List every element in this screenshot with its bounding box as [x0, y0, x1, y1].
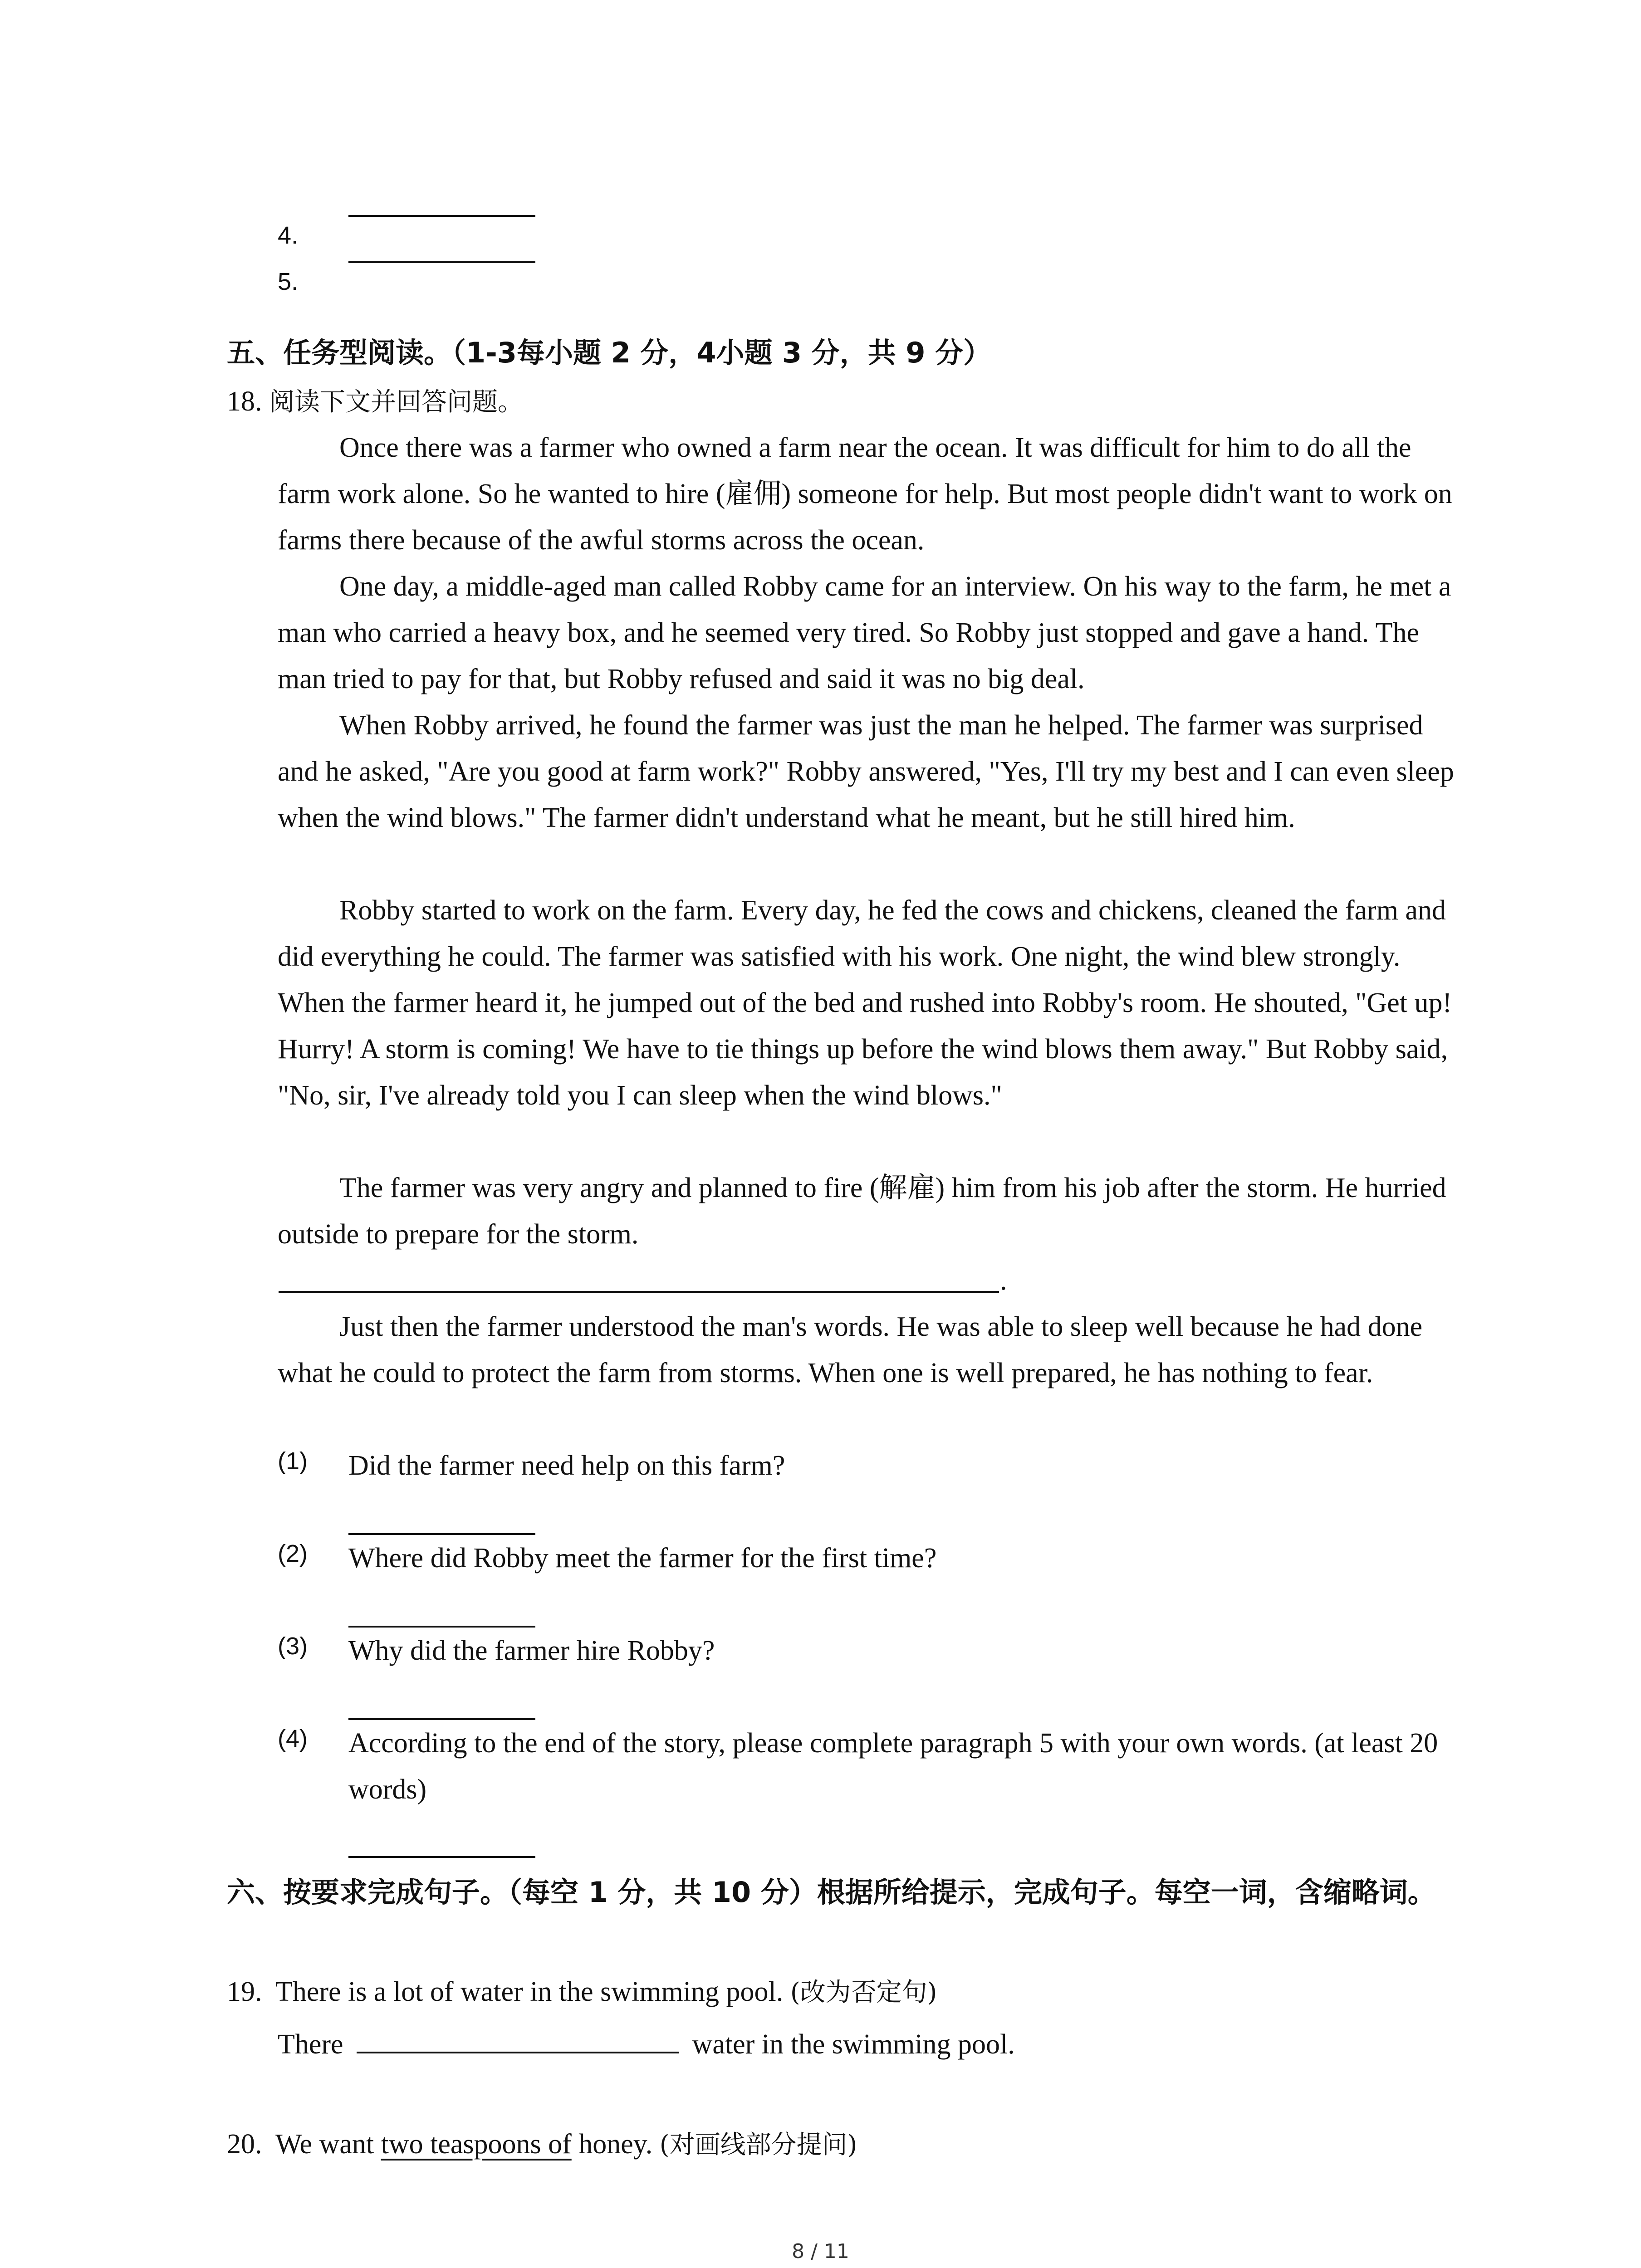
q20-line	[227, 2121, 857, 2168]
q19-answer-prefix: There	[278, 2029, 343, 2060]
q19-answer-row	[278, 2021, 1015, 2068]
page-number: 8 / 11	[792, 2240, 849, 2263]
answer-line-4[interactable]	[348, 261, 535, 263]
subq-1-text: Did the farmer need help on this farm?	[348, 1450, 785, 1481]
subq-2-text: Where did Robby meet the farmer for the first time?	[348, 1543, 937, 1574]
paragraph5-blank[interactable]	[279, 1291, 999, 1293]
q20-hint: (对画线部分提问)	[659, 2130, 857, 2160]
item-number-4: 4.	[278, 222, 299, 249]
passage-paragraph-3: When Robby arrived, he found the farmer was just the man he helped. The farmer was surprised and he asked, "Are you good at farm work?" Robby answered, "Yes, I'll try my best and I can even sleep when the wind blows." The farmer didn't understand what he meant, but he still hired him.	[278, 710, 1454, 833]
subq-2-number: (2)	[278, 1540, 308, 1567]
q20-number: 20.	[227, 2129, 262, 2160]
subq-4-answer-line[interactable]	[348, 1856, 535, 1858]
item-number-5: 5.	[278, 268, 299, 295]
q20-underlined: two teaspoons of	[381, 2129, 572, 2160]
section6-heading: 六、按要求完成句子。（每空 1 分，共 10 分）根据所给提示，完成句子。每空一词，含缩略词。	[227, 1876, 1436, 1909]
q20-suffix: honey.	[578, 2129, 653, 2160]
subq-4-text: According to the end of the story, please complete paragraph 5 with your own words. (at least 20 words)	[348, 1728, 1438, 1805]
section5-heading: 五、任务型阅读。（1-3每小题 2 分，4小题 3 分，共 9 分）	[227, 336, 992, 369]
paragraph5-blank-period: .	[1000, 1265, 1007, 1296]
subq-3-number: (3)	[278, 1633, 308, 1660]
q19-sentence: There is a lot of water in the swimming pool.	[275, 1976, 784, 2007]
passage-paragraph-5: The farmer was very angry and planned to fire (解雇) him from his job after the storm. He hurried outside to prepare for the storm.	[278, 1173, 1446, 1250]
q18-header	[227, 378, 523, 425]
subq-1-number: (1)	[278, 1447, 308, 1475]
q18-instruction: 阅读下文并回答问题。	[269, 387, 523, 417]
subq-3-text: Why did the farmer hire Robby?	[348, 1635, 715, 1666]
passage-paragraph-4: Robby started to work on the farm. Every day, he fed the cows and chickens, cleaned the farm and did everything he could. The farmer was satisfied with his work. One night, the wind blew strongly. When the farmer heard it, he jumped out of the bed and rushed into Robby's room. He shouted, "Get up! Hurry! A storm is coming! We have to tie things up before the wind blows them away." But Robby said, "No, sir, I've already told you I can sleep when the wind blows."	[278, 895, 1452, 1111]
q19-answer-suffix: water in the swimming pool.	[692, 2029, 1015, 2060]
q18-number: 18.	[227, 386, 262, 417]
answer-line-3[interactable]	[348, 215, 535, 217]
q19-number: 19.	[227, 1976, 262, 2007]
q19-answer-blank[interactable]	[357, 2024, 679, 2053]
q19-hint: (改为否定句)	[790, 1978, 937, 2007]
q20-prefix: We want	[275, 2129, 374, 2160]
passage-paragraph-2: One day, a middle-aged man called Robby came for an interview. On his way to the farm, he met a man who carried a heavy box, and he seemed very tired. So Robby just stopped and gave a hand. The man tried to pay for that, but Robby refused and said it was no big deal.	[278, 571, 1451, 694]
passage-paragraph-6: Just then the farmer understood the man's words. He was able to sleep well because he had done what he could to protect the farm from storms. When one is well prepared, he has nothing to fear.	[278, 1311, 1423, 1388]
passage-paragraph-1: Once there was a farmer who owned a farm near the ocean. It was difficult for him to do all the farm work alone. So he wanted to hire (雇佣) someone for help. But most people didn't want to work on farms there because of the awful storms across the ocean.	[278, 432, 1452, 556]
subq-4-number: (4)	[278, 1725, 308, 1752]
q19-line	[227, 1969, 937, 2016]
